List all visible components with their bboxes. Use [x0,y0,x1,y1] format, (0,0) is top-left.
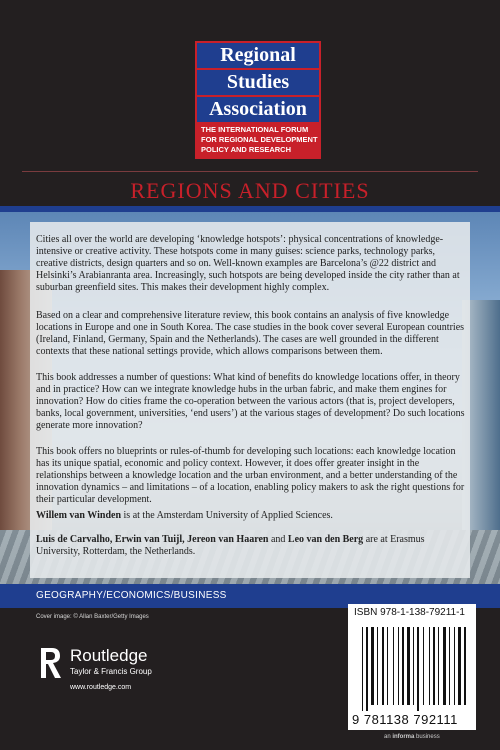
logo-line-association: Association [195,95,321,122]
informa-brand: informa [392,734,415,740]
coauthor-affiliation: are at Erasmus University, Rotterdam, the Netherlands. [36,534,425,557]
informa-credit [384,734,440,740]
logo-tagline-line2: FOR REGIONAL DEVELOPMENT [201,135,318,144]
author-affiliation: is at the Amsterdam University of Applied Sciences. [121,510,333,521]
blurb-paragraph-1: Cities all over the world are developing ‘knowledge hotspots’: physical concentrations of knowledge-intensive or creative activity. These hotspots come in many guises: science parks, technology parks, creative districts, design quarters and so on. Well-known examples are Barcelona’s @22 district and Helsinki’s Arabianranta area. Increasingly, such hotspots are being developed inside the city rather than at suburban greenfield sites. This makes their development highly complex. [36,234,460,293]
publisher-group: Taylor & Francis Group [70,667,152,676]
author-name: Willem van Winden [36,510,122,521]
series-title: REGIONS AND CITIES [130,178,370,203]
blurb-paragraph-3: This book addresses a number of questions: What kind of benefits do knowledge locations offer, in theory and in practice? How can we integrate knowledge hubs in the urban fabric, and make them engines for innovation? How do cities frame the co-operation between the various actors (that is, project developers, banks, local government, universities, ‘end users’) at the various stages of development? Do such locations generate more innovation? [36,372,465,431]
barcode-digits: 9 781138 792111 [352,712,458,727]
informa-suffix: business [414,734,440,740]
logo-line-regional: Regional [195,41,321,68]
informa-prefix: an [384,734,393,740]
barcode-image [362,627,466,711]
logo-line-studies: Studies [195,68,321,95]
logo-tagline-line1: THE INTERNATIONAL FORUM [201,125,309,134]
publisher-url[interactable]: www.routledge.com [70,684,132,691]
publisher-name: Routledge [70,646,148,665]
isbn-label: ISBN 978-1-138-79211-1 [354,607,465,618]
author-bio-2 [36,534,468,558]
series-rule-top [22,171,478,172]
coauthor-names: Luis de Carvalho, Erwin van Tuijl, Jereon van Haaren [36,534,269,545]
blurb-paragraph-2: Based on a clear and comprehensive literature review, this book contains an analysis of five knowledge locations in Europe and one in South Korea. The case studies in the book cover several European countries (Ireland, Finland, Germany, Spain and the Netherlands). The cases are well grounded in the different contexts that these national settings provide, which allows comparisons between them. [36,310,465,357]
coauthor-and: and [268,534,288,545]
regional-studies-association-logo [195,41,321,159]
logo-tagline-line3: POLICY AND RESEARCH [201,145,292,154]
logo-tagline [195,122,321,159]
subject-category: GEOGRAPHY/ECONOMICS/BUSINESS [36,590,227,601]
coauthor-name-last: Leo van den Berg [287,534,364,545]
routledge-icon [38,646,64,680]
blurb-paragraph-4: This book offers no blueprints or rules-of-thumb for developing such locations: each knowledge location has its unique spatial, economic and policy context. However, it does offer greater insight in the relationships between a knowledge location and the urban environment, and a better understanding of the innovation dynamics – and limitations – of a location, enabling policy makers to ask the right questions for their particular development. [36,446,465,505]
cover-image-credit: Cover image: © Allan Baxter/Getty Images [36,614,149,620]
author-bio-1 [36,510,468,522]
